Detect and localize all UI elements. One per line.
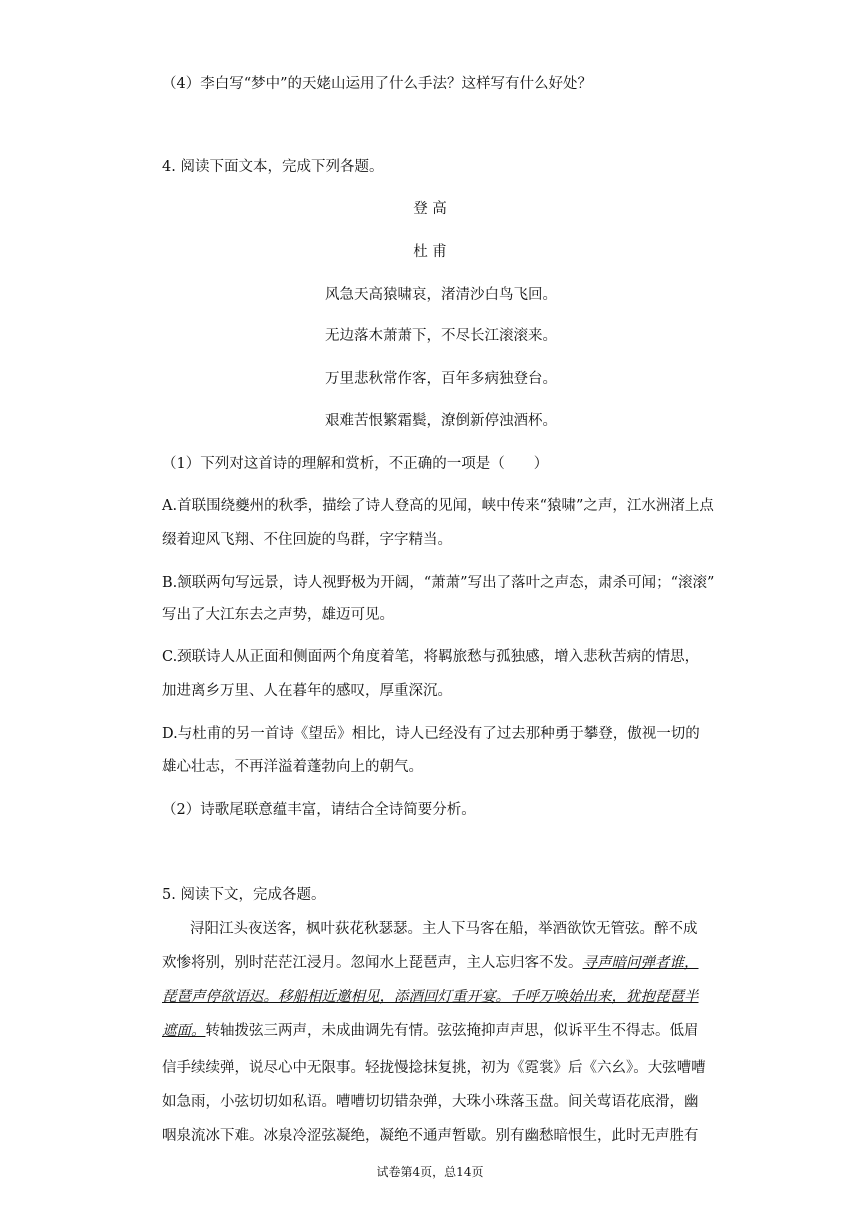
passage-line: 浔阳江头夜送客，枫叶荻花秋瑟瑟。主人下马客在船，举酒欲饮无管弦。醉不成 [190,921,698,937]
passage-line [162,953,699,973]
passage-line: 如急雨，小弦切切如私语。嘈嘈切切错杂弹，大珠小珠落玉盘。间关莺语花底滑，幽 [162,1094,699,1110]
option-b-cont: 写出了大江东去之声势，雄迈可见。 [162,607,394,623]
option-c-cont: 加进离乡万里、人在暮年的感叹，厚重深沉。 [162,683,452,699]
underlined-passage: 琵琶声停欲语迟。移船相近邀相见，添酒回灯重开宴。千呼万唤始出来，犹抱琵琶半 [162,989,699,1005]
passage-line: 信手续续弹，说尽心中无限事。轻拢慢捻抹复挑，初为《霓裳》后《六幺》。大弦嘈嘈 [162,1060,706,1076]
poem-line: 无边落木萧萧下，不尽长江滚滚来。 [325,328,557,344]
question-3-sub4: （4）李白写“梦中”的天姥山运用了什么手法？这样写有什么好处？ [162,76,593,92]
poem-title: 登 高 [413,201,447,217]
poem-author: 杜 甫 [413,244,447,260]
poem-line: 艰难苦恨繁霜鬓，潦倒新停浊酒杯。 [325,413,557,429]
question-5-stem: 5. 阅读下文，完成各题。 [162,887,326,903]
passage-text: 欢惨将别，别时茫茫江浸月。忽闻水上琵琶声，主人忘归客不发。 [162,955,583,971]
option-a: A.首联围绕夔州的秋季，描绘了诗人登高的见闻，峡中传来“猿啸”之声，江水洲渚上点 [162,498,714,514]
option-d-cont: 雄心壮志，不再洋溢着蓬勃向上的朝气。 [162,759,423,775]
option-c: C.颈联诗人从正面和侧面两个角度着笔，将羁旅愁与孤独感，增入悲秋苦病的情思， [162,649,700,665]
option-b: B.颔联两句写远景，诗人视野极为开阔，“萧萧”写出了落叶之声态，肃杀可闻；“滚滚” [162,575,715,591]
poem-line: 风急天高猿啸哀，渚清沙白鸟飞回。 [325,287,557,303]
page-footer: 试卷第4页，总14页 [376,1165,484,1179]
poem-line: 万里悲秋常作客，百年多病独登台。 [325,371,557,387]
underlined-passage: 遮面。 [162,1023,206,1039]
passage-text: 转轴拨弦三两声，未成曲调先有情。弦弦掩抑声声思，似诉平生不得志。低眉 [205,1023,699,1039]
option-d: D.与杜甫的另一首诗《望岳》相比，诗人已经没有了过去那种勇于攀登，傲视一切的 [162,726,700,742]
passage-line: 咽泉流冰下难。冰泉冷涩弦凝绝，凝绝不通声暂歇。别有幽愁暗恨生，此时无声胜有 [162,1128,699,1144]
question-4-stem: 4. 阅读下面文本，完成下列各题。 [162,159,384,175]
underlined-passage: 寻声暗问弹者谁， [582,955,699,971]
option-a-cont: 缀着迎风飞翔、不住回旋的鸟群，字字精当。 [162,532,452,548]
passage-line [162,1021,699,1041]
question-4-sub2: （2）诗歌尾联意蕴丰富，请结合全诗简要分析。 [162,802,476,818]
question-4-sub1: （1）下列对这首诗的理解和赏析，不正确的一项是（ ） [162,456,549,472]
